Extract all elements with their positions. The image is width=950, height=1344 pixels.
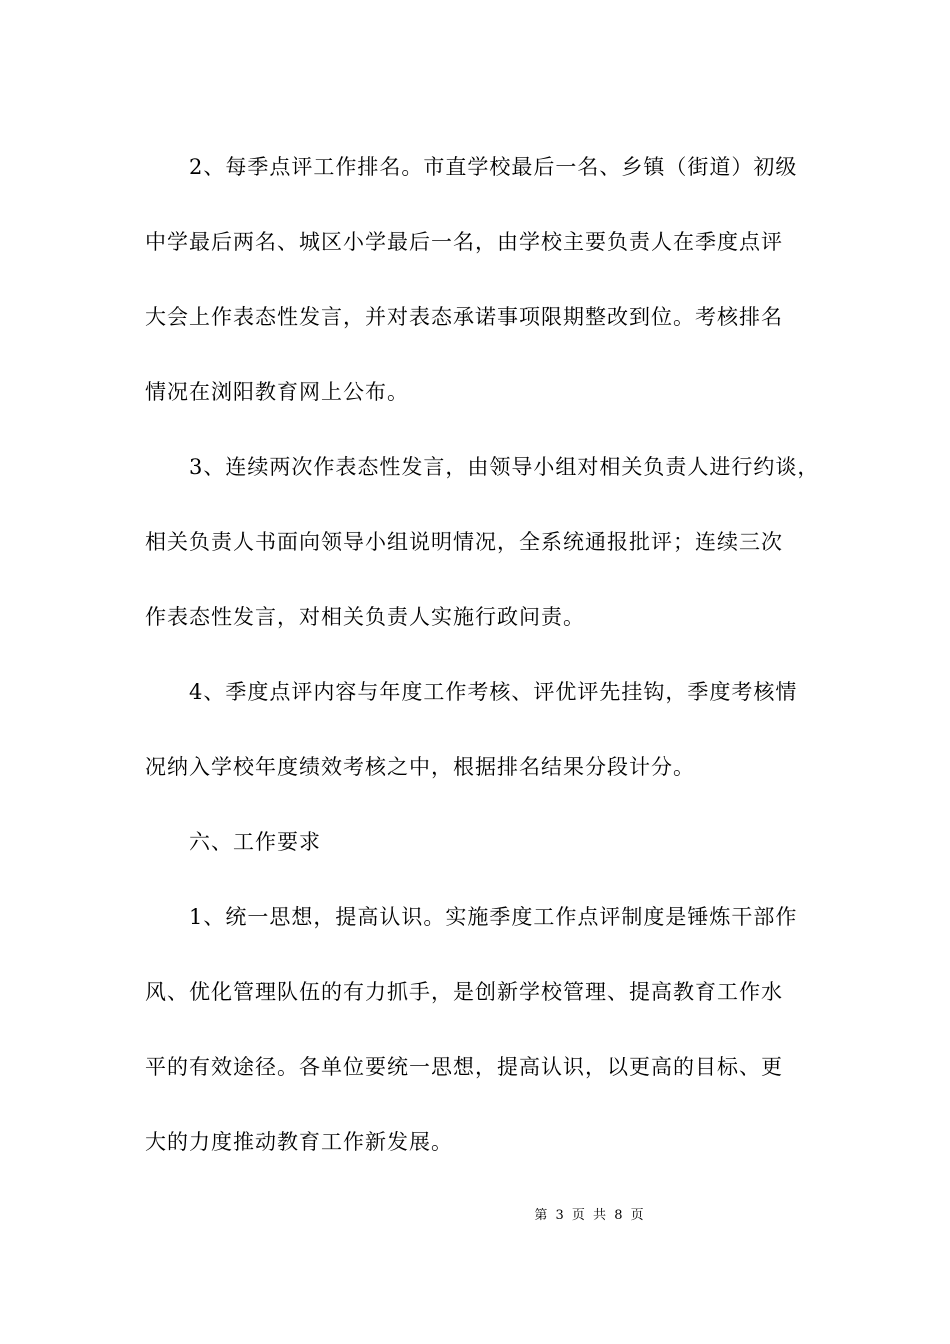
paragraph-evaluation-ranking [145, 130, 815, 430]
paragraph-unify-thinking [145, 880, 815, 1180]
paragraph-line: 平的有效途径。各单位要统一思想，提高认识，以更高的目标、更 [145, 1055, 783, 1079]
paragraph-annual-assessment [145, 655, 815, 805]
paragraph-line: 中学最后两名、城区小学最后一名，由学校主要负责人在季度点评 [145, 230, 783, 254]
page-footer [0, 1206, 950, 1226]
paragraph-consecutive-speeches [145, 430, 820, 655]
paragraph-line: 相关负责人书面向领导小组说明情况，全系统通报批评；连续三次 [145, 530, 783, 554]
page-number-text: 第 3 页 共 8 页 [534, 1208, 646, 1223]
paragraph-line: 情况在浏阳教育网上公布。 [145, 380, 409, 404]
paragraph-line: 3、连续两次作表态性发言，由领导小组对相关负责人进行约谈， [189, 455, 820, 479]
paragraph-line: 2、每季点评工作排名。市直学校最后一名、乡镇（街道）初级 [189, 155, 798, 179]
paragraph-line: 大的力度推动教育工作新发展。 [145, 1130, 453, 1154]
paragraph-line: 作表态性发言，对相关负责人实施行政问责。 [145, 605, 585, 629]
paragraph-line: 4、季度点评内容与年度工作考核、评优评先挂钩，季度考核情 [189, 680, 798, 704]
paragraph-line: 1、统一思想，提高认识。实施季度工作点评制度是锤炼干部作 [189, 905, 798, 929]
paragraph-line: 况纳入学校年度绩效考核之中，根据排名结果分段计分。 [145, 755, 695, 779]
section-heading-text: 六、工作要求 [189, 830, 321, 854]
paragraph-line: 大会上作表态性发言，并对表态承诺事项限期整改到位。考核排名 [145, 305, 783, 329]
paragraph-line: 风、优化管理队伍的有力抓手，是创新学校管理、提高教育工作水 [145, 980, 783, 1004]
section-heading-work-requirements [145, 805, 815, 880]
document-body [145, 130, 820, 1180]
